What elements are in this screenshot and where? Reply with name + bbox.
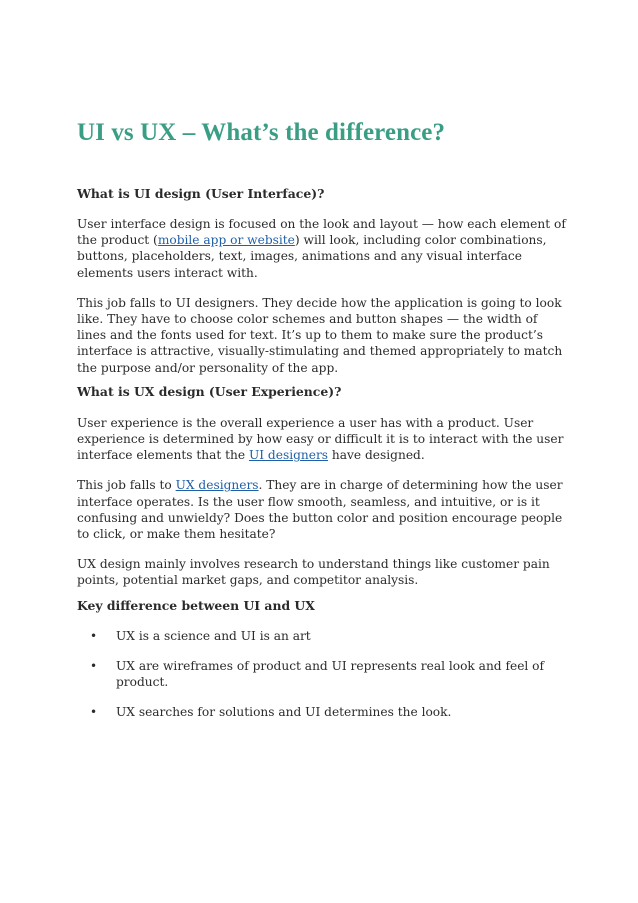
- ui-section-heading: What is UI design (User Interface)?: [77, 186, 325, 201]
- ux-paragraph-2: [77, 477, 567, 542]
- bullet-icon: •: [90, 658, 98, 673]
- key-difference-heading: Key difference between UI and UX: [77, 597, 315, 613]
- document-title: UI vs UX – What’s the difference?: [77, 119, 446, 146]
- ui-paragraph-1-text-end: ) will look, including color combinations, buttons, placeholders, text, images, animations and any visual interface elements users interact with.: [77, 233, 547, 280]
- list-item: [77, 658, 567, 690]
- document-content: [77, 118, 567, 734]
- bullet-icon: •: [90, 628, 98, 643]
- list-item-text: UX searches for solutions and UI determines the look.: [116, 705, 452, 720]
- list-item-text: UX is a science and UI is an art: [116, 628, 311, 643]
- ux-paragraph-3: UX design mainly involves research to understand things like customer pain points, potential market gaps, and competitor analysis.: [77, 557, 550, 588]
- list-item-text: UX are wireframes of product and UI represents real look and feel of product.: [116, 658, 545, 690]
- ui-paragraph-1-text-start: User interface design is focused on the look and layout — how each element of the product (: [77, 217, 566, 248]
- list-item: [77, 628, 567, 644]
- ui-paragraph-1: [77, 216, 567, 281]
- list-item: [77, 704, 567, 720]
- key-difference-list: [77, 628, 567, 721]
- ux-paragraph-1: [77, 415, 567, 464]
- bullet-icon: •: [90, 705, 98, 720]
- ux-section-heading: What is UX design (User Experience)?: [77, 383, 342, 399]
- ux-paragraph-2-text-start: This job falls to: [77, 478, 176, 493]
- ui-designers-link[interactable]: UI designers: [248, 448, 329, 463]
- ux-designers-link[interactable]: UX designers: [175, 478, 259, 493]
- ui-paragraph-2: This job falls to UI designers. They decide how the application is going to look like. They have to choose color schemes and button shapes — the width of lines and the fonts used for text. It’s up to them to make sure the product’s interface is attractive, visually-stimulating and themed appropriately to match the purpose and/or personality of the app.: [77, 295, 563, 375]
- ux-paragraph-1-text-start: User experience is the overall experience a user has with a product. User experience is determined by how easy or difficult it is to interact with the user interface elements that the: [77, 415, 564, 463]
- ux-paragraph-1-text-end: have designed.: [328, 448, 425, 463]
- mobile-app-or-website-link[interactable]: mobile app or website: [157, 233, 295, 248]
- ux-paragraph-2-text-end: . They are in charge of determining how the user interface operates. Is the user flow smooth, seamless, and intuitive, or is it confusing and unwieldy? Does the button color and position encourage people to click, or make them hesitate?: [77, 478, 563, 542]
